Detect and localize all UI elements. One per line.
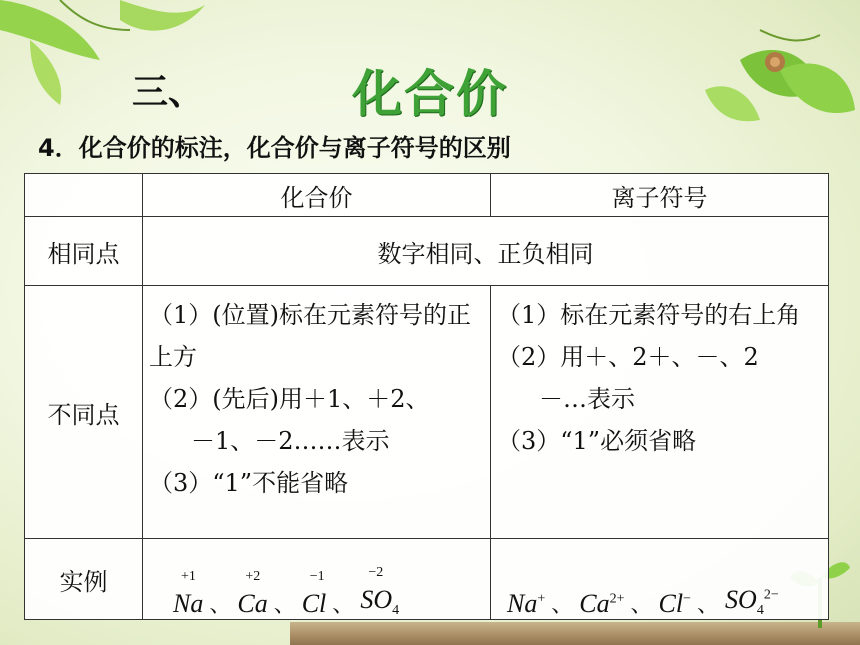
row-label-same: 相同点 [25, 217, 143, 286]
ion-examples [491, 539, 828, 619]
ion-formula: Cl− [658, 589, 692, 618]
valence-examples [143, 539, 490, 619]
header-valence: 化合价 [143, 174, 491, 217]
table-row-same [25, 217, 829, 286]
ion-charge: − [683, 591, 692, 607]
diff-ion-cell [491, 286, 829, 539]
separator: 、 [551, 593, 574, 618]
valence-mark: −1 [309, 569, 325, 584]
separator: 、 [697, 593, 720, 618]
header-empty-cell [25, 174, 143, 217]
row-label-diff: 不同点 [25, 286, 143, 539]
separator: 、 [209, 593, 232, 618]
diff-valence-cell [143, 286, 491, 539]
ion-charge: 2− [763, 587, 779, 603]
diff-ion-line-3: －…表示 [539, 385, 635, 413]
diff-ion-line-4: （3）“1”必须省略 [497, 427, 697, 455]
diff-ion-line-1: （1）标在元素符号的右上角 [497, 301, 801, 329]
formula-subscript: 4 [392, 603, 400, 618]
comparison-table [24, 173, 829, 620]
diff-valence-line-2: （2）(先后)用＋1、＋2、 [149, 385, 430, 413]
diff-valence-line-1: （1）(位置)标在元素符号的正上方 [149, 301, 471, 371]
valence-formula: −2 $SO_4$ [360, 564, 400, 618]
valence-formula: +2 Ca [237, 569, 268, 618]
diff-ion-line-2: （2）用＋、2＋、－、2 [497, 343, 759, 371]
ion-formula: Na+ [507, 589, 546, 618]
formula-subscript: 4 [756, 603, 764, 618]
example-valence-cell [143, 539, 491, 620]
same-point-text: 数字相同、正负相同 [143, 217, 829, 286]
separator: 、 [273, 593, 296, 618]
table-row-example [25, 539, 829, 620]
leaf-snail-decoration [700, 20, 860, 140]
section-number: 三、 [132, 72, 205, 113]
example-ion-cell [491, 539, 829, 620]
valence-formula: −1 Cl [301, 569, 327, 618]
page-subtitle: 4．化合价的标注，化合价与离子符号的区别 [38, 134, 511, 162]
ion-charge: 2+ [609, 591, 625, 607]
diff-valence-line-3: －1、－2……表示 [191, 427, 390, 455]
ion-charge: + [537, 591, 546, 607]
ion-formula: $Ca^{2+}$ [579, 589, 625, 618]
page-title: 化合价 [352, 65, 508, 123]
separator: 、 [332, 593, 355, 618]
diff-valence-line-4: （3）“1”不能省略 [149, 469, 349, 497]
ion-formula: $SO_4^{2-}$ [725, 584, 779, 618]
header-ion-symbol: 离子符号 [491, 174, 829, 217]
valence-mark: −2 [368, 564, 384, 580]
row-label-example: 实例 [25, 539, 143, 620]
soil-decoration [290, 622, 860, 645]
valence-mark: +1 [181, 569, 196, 584]
valence-formula: +1 Na [173, 569, 204, 618]
table-header-row [25, 174, 829, 217]
table-row-diff [25, 286, 829, 539]
valence-mark: +2 [245, 569, 261, 584]
separator: 、 [630, 593, 653, 618]
